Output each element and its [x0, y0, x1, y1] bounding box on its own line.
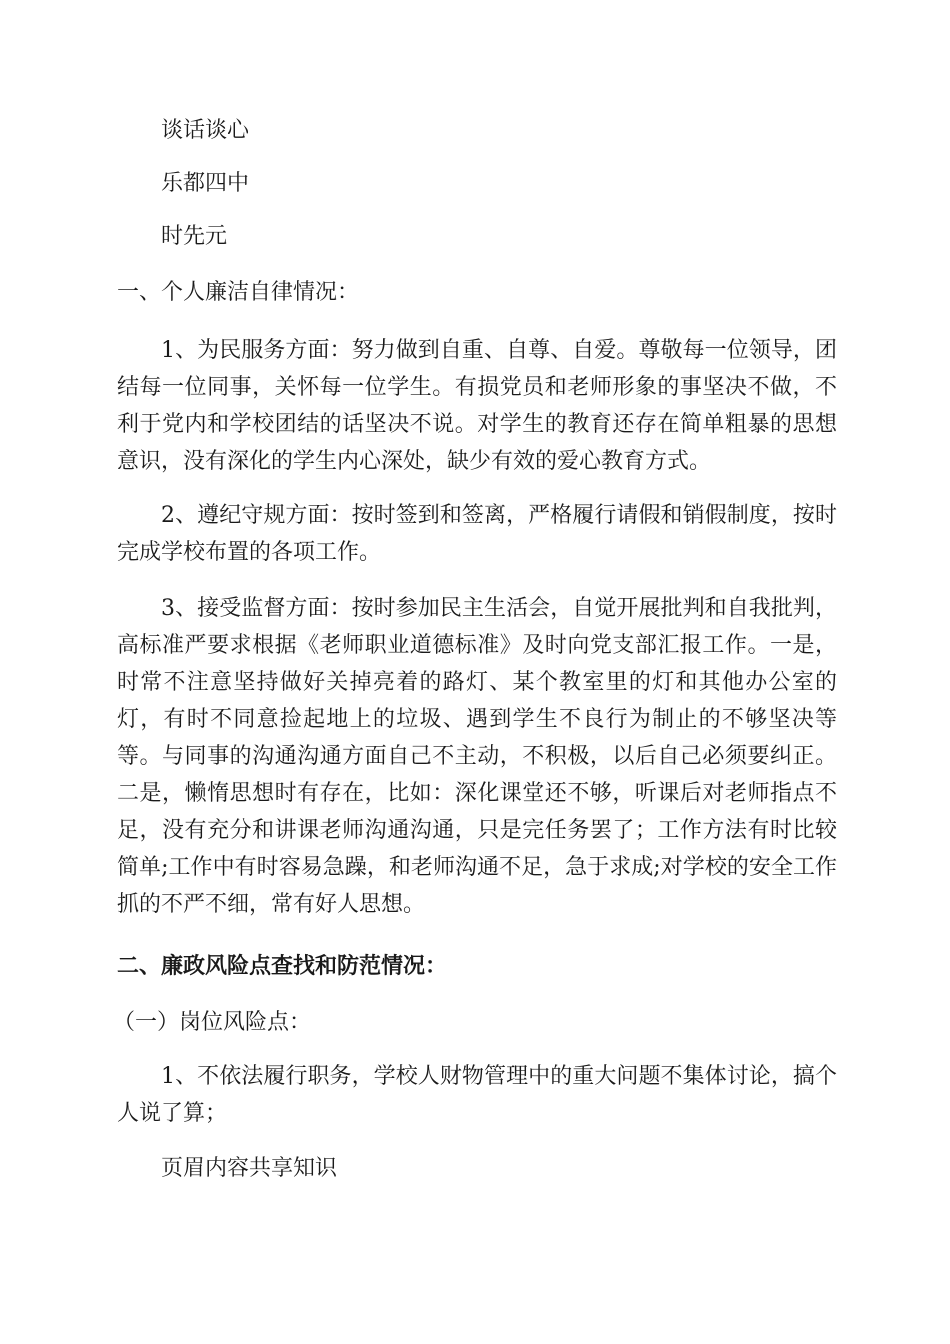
section1-paragraph-1: 1、为民服务方面：努力做到自重、自尊、自爱。尊敬每一位领导，团结每一位同事，关怀每一位学生。有损党员和老师形象的事坚决不做，不利于党内和学校团结的话坚决不说。对学生的教育还存在简单粗暴的思想意识，没有深化的学生内心深处，缺少有效的爱心教育方式。: [117, 338, 837, 474]
section1-paragraph-3: 3、接受监督方面：按时参加民主生活会，自觉开展批判和自我批判，高标准严要求根据《老师职业道德标准》及时向党支部汇报工作。一是，时常不注意坚持做好关掉亮着的路灯、某个教室里的灯和其他办公室的灯，有时不同意捡起地上的垃圾、遇到学生不良行为制止的不够坚决等等。与同事的沟通沟通方面自己不主动，不积极，以后自己必须要纠正。二是，懒惰思想时有存在，比如：深化课堂还不够，听课后对老师指点不足，没有充分和讲课老师沟通沟通，只是完任务罢了；工作方法有时比较简单;工作中有时容易急躁，和老师沟通不足，急于求成;对学校的安全工作抓的不严不细，常有好人思想。: [117, 596, 837, 917]
page-footer-text: 页眉内容共享知识: [161, 1156, 338, 1181]
section1-heading: 一、个人廉洁自律情况：: [117, 280, 360, 305]
section1-paragraph-2: 2、遵纪守规方面：按时签到和签离，严格履行请假和销假制度，按时完成学校布置的各项工作。: [117, 503, 837, 565]
section2-heading: 二、廉政风险点查找和防范情况：: [117, 953, 448, 979]
school-name: 乐都四中: [161, 171, 250, 196]
doc-title: 谈话谈心: [161, 118, 250, 143]
section2-paragraph-1: 1、不依法履行职务，学校人财物管理中的重大问题不集体讨论，搞个人说了算；: [117, 1064, 837, 1126]
section2-subheading: （一）岗位风险点：: [113, 1010, 312, 1035]
author-name: 时先元: [161, 224, 228, 249]
